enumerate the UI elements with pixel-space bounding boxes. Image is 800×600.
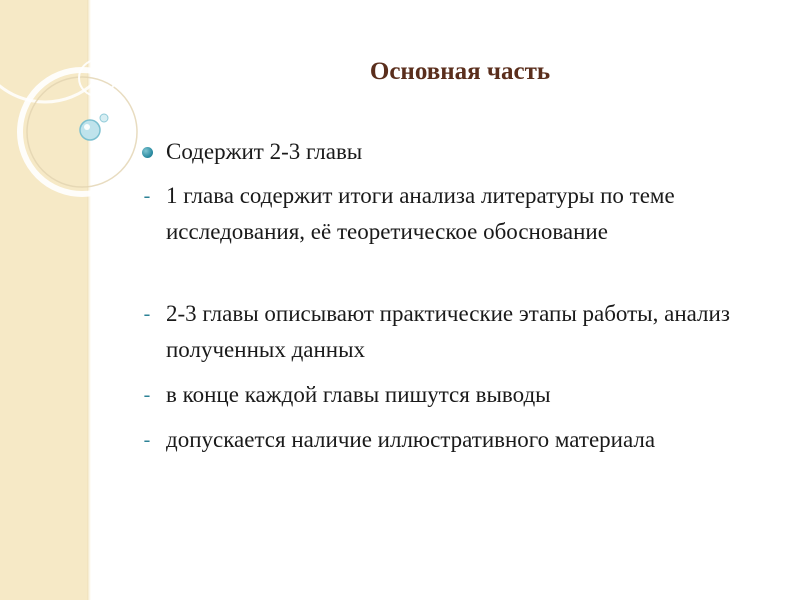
- list-item: [143, 377, 776, 413]
- list-item: [166, 134, 776, 170]
- slide-title: Основная часть: [369, 58, 551, 85]
- dash-marker: -: [143, 185, 151, 207]
- list-item-text: 1 глава содержит итоги анализа литературы по теме исследования, её теоретическое обоснование: [166, 183, 675, 244]
- list-item-text: в конце каждой главы пишутся выводы: [166, 382, 551, 407]
- dash-marker: -: [143, 384, 151, 406]
- dash-marker: -: [143, 429, 151, 451]
- list-item-text: допускается наличие иллюстративного материала: [166, 427, 656, 452]
- list-item-text: 2-3 главы описывают практические этапы работы, анализ полученных данных: [166, 301, 730, 362]
- bullet-dot-icon: [137, 134, 157, 170]
- list-item: [143, 422, 776, 458]
- list-item-text: Содержит 2-3 главы: [166, 139, 363, 164]
- dash-marker: -: [143, 303, 151, 325]
- list-item: [143, 296, 776, 368]
- list-item: [143, 178, 776, 250]
